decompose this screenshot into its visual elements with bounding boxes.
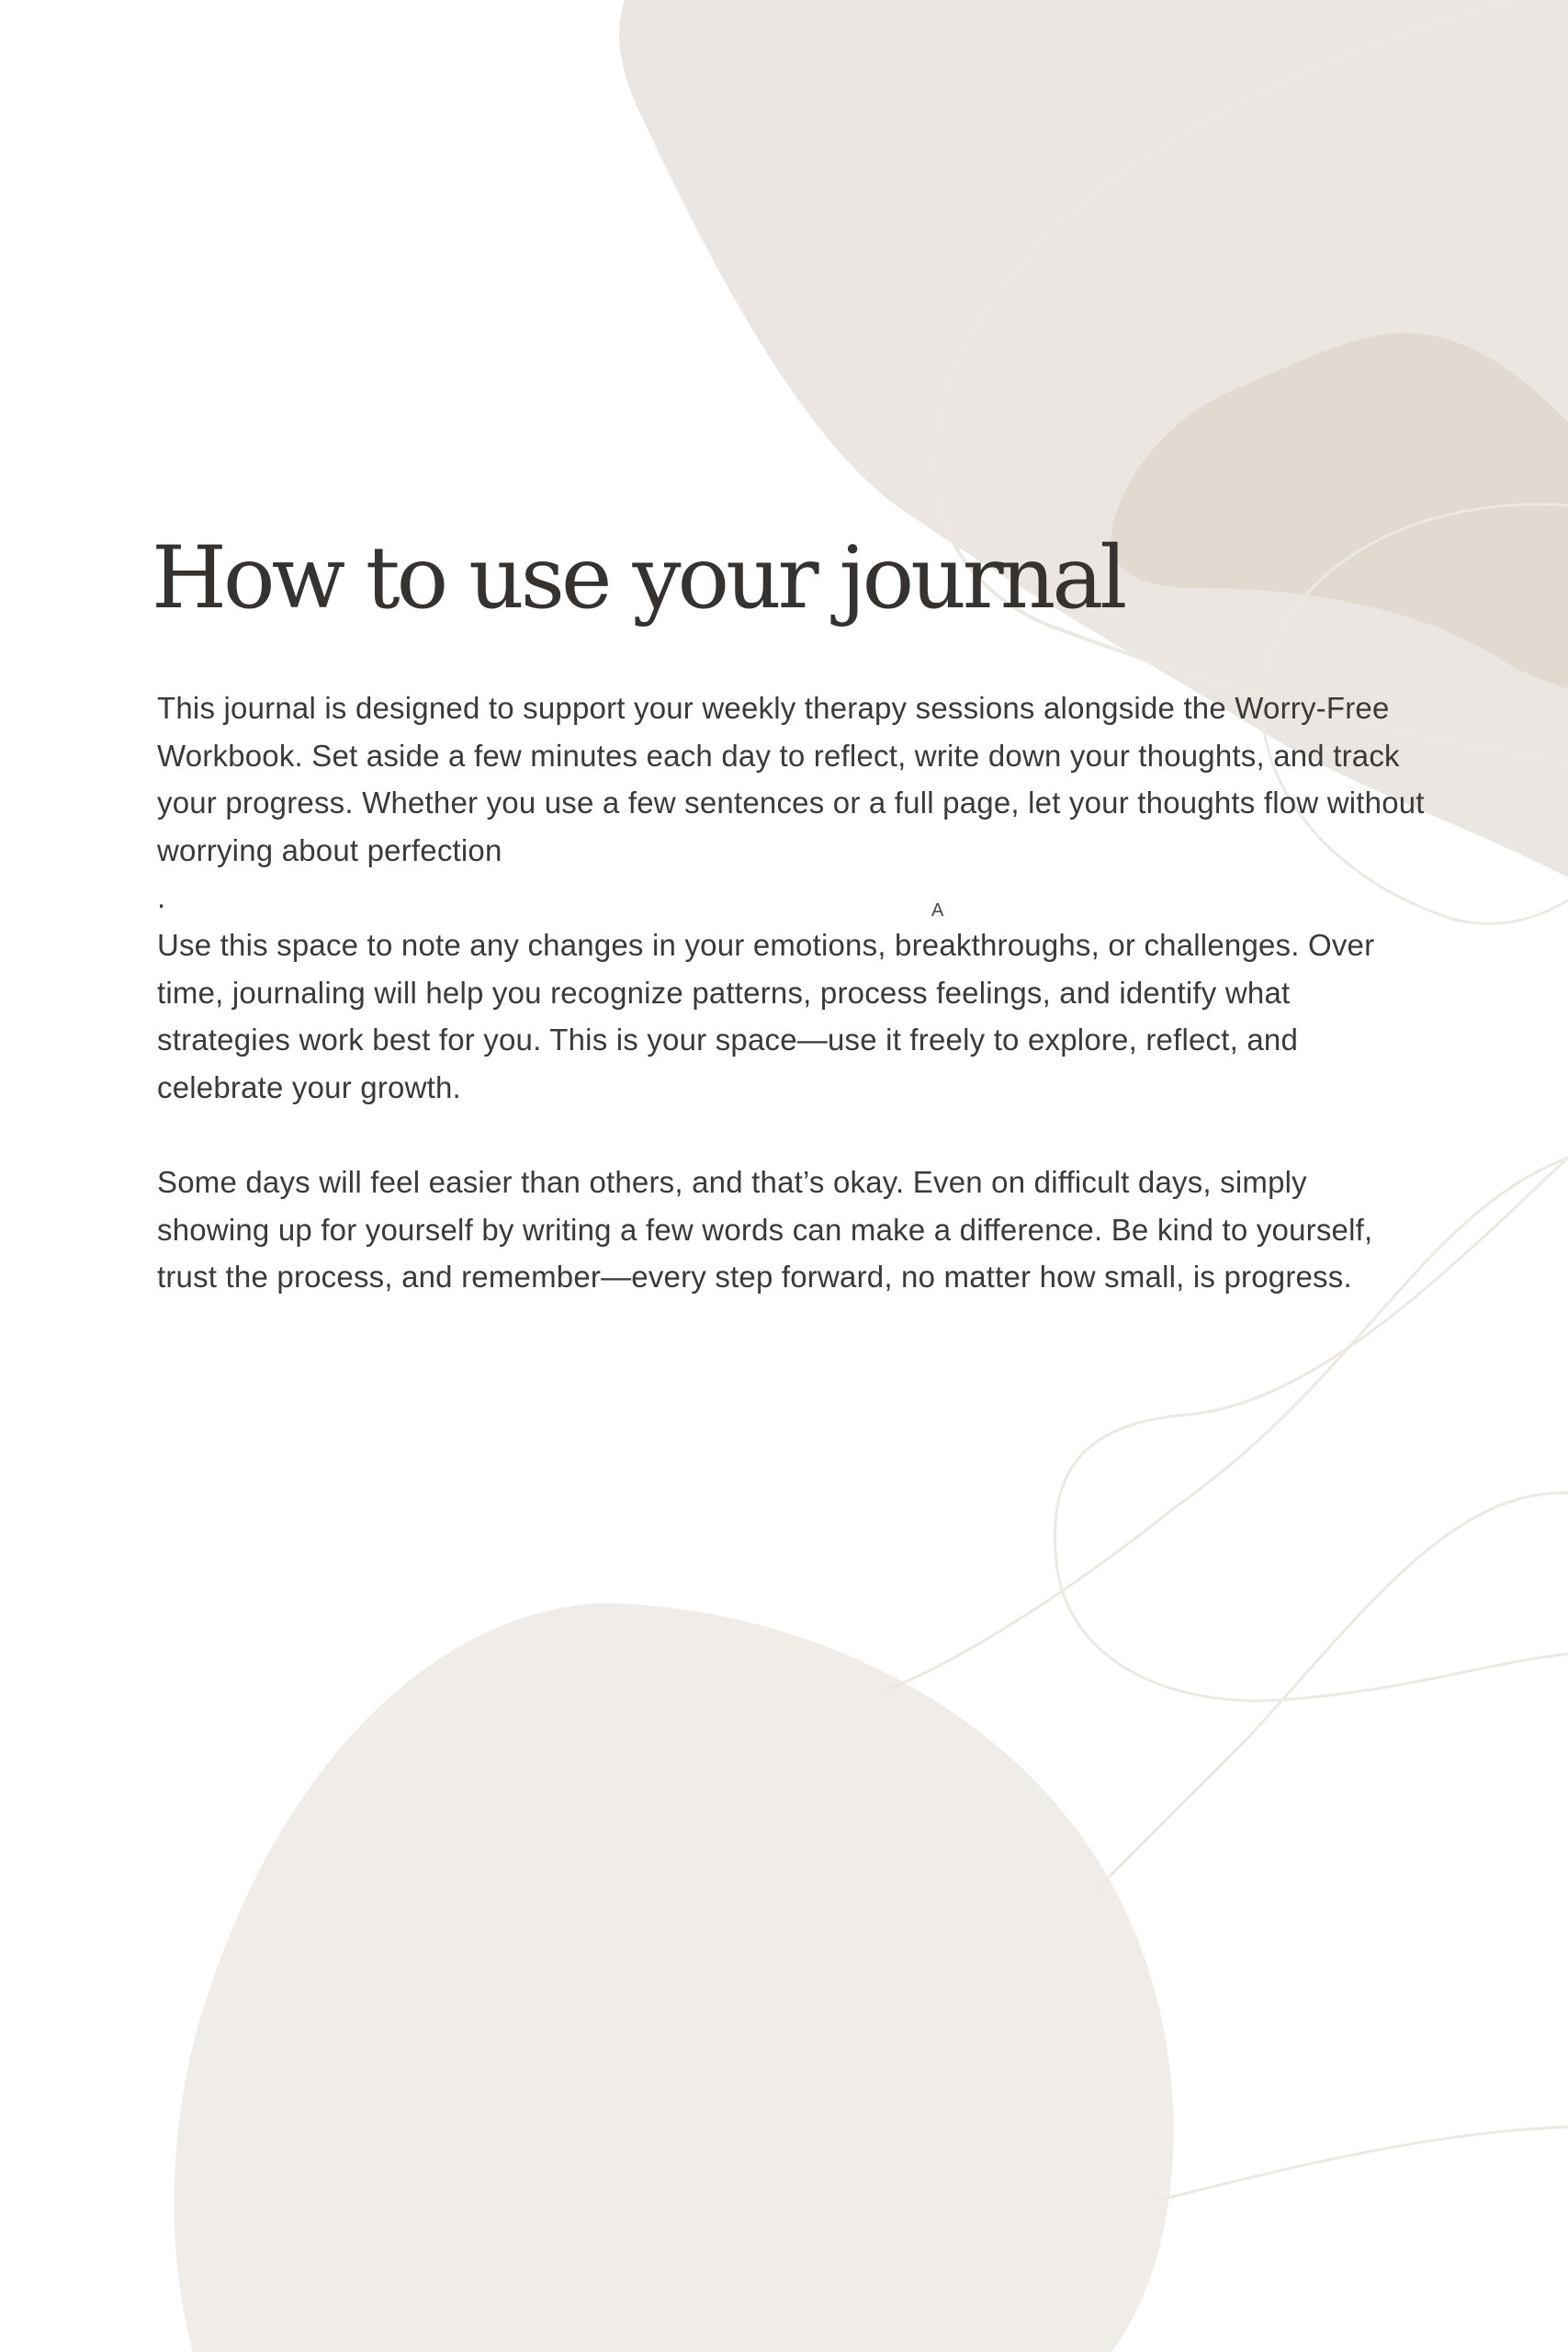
page-title: How to use your journal <box>152 528 1124 628</box>
paragraph-dot: . <box>157 880 166 915</box>
bottom-blob <box>175 1603 1174 2352</box>
body-text <box>157 684 1425 1301</box>
stray-mark: A <box>931 900 944 921</box>
paragraph-intro: This journal is designed to support your weekly therapy sessions alongside the Worry-Free Workbook. Set aside a few minutes each day to reflect, write down your thoughts, and track your progress. Whether you use a few sentences or a full page, let your thoughts flow without worrying about perfection <box>157 691 1425 867</box>
paragraph-space: Use this space to note any changes in your emotions, breakthroughs, or challenges. Over time, journaling will help you recognize patterns, process feelings, and identify what strategies work best for you. This is your space—use it freely to explore, reflect, and celebrate your growth. <box>157 927 1375 1104</box>
swirl-line-6 <box>1157 2127 1568 2200</box>
paragraph-encouragement: Some days will feel easier than others, and that’s okay. Even on difficult days, simply showing up for yourself by writing a few words can make a difference. Be kind to yourself, trust the process, and remember—every step forward, no matter how small, is progress. <box>157 1164 1373 1295</box>
swirl-line-5 <box>1093 1493 1568 1893</box>
paragraph-spacer <box>157 1111 1425 1159</box>
